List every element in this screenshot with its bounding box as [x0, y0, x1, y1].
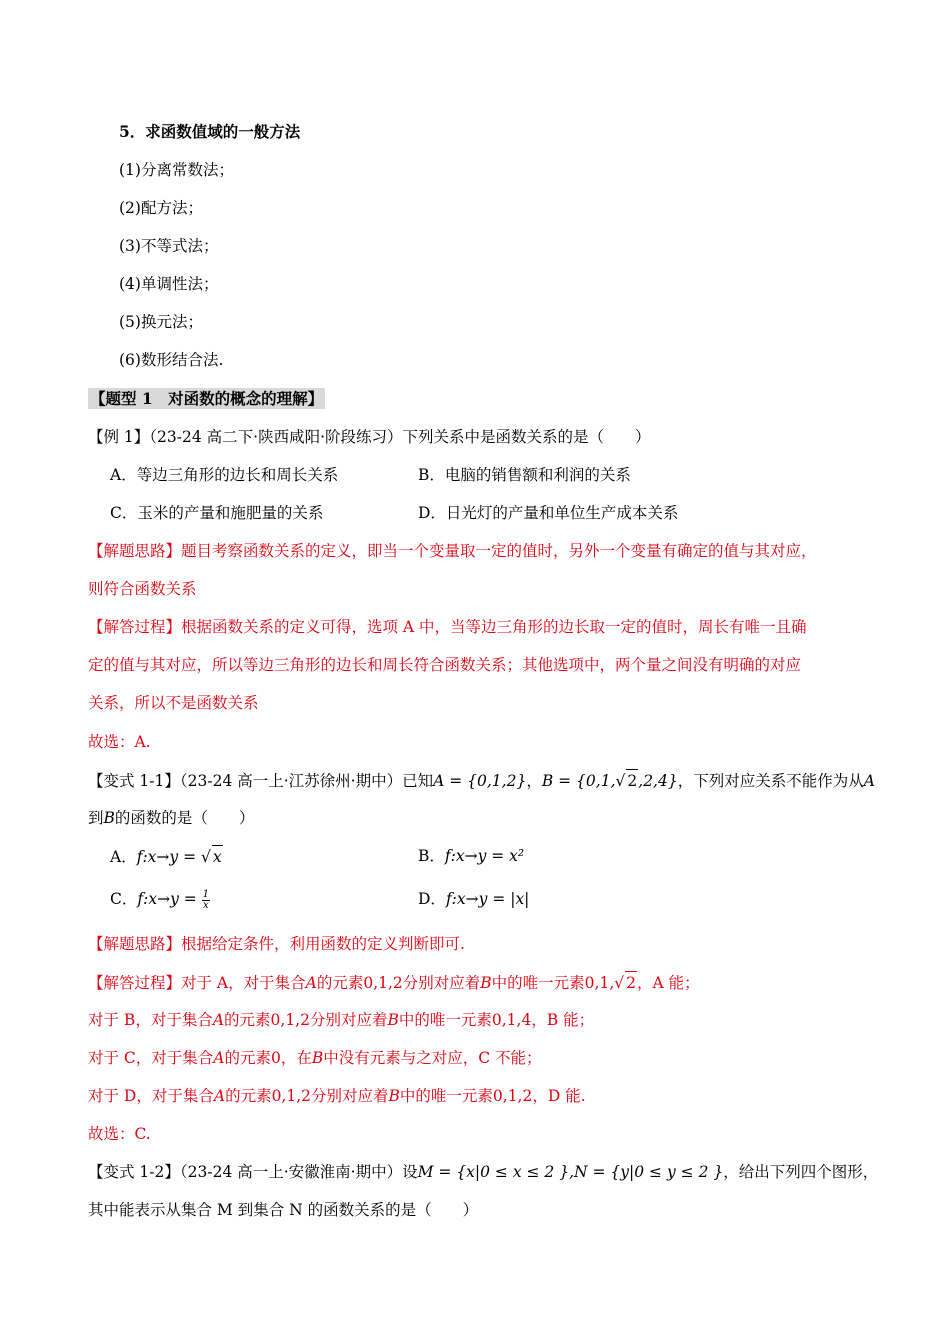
variant-1-1-option-a — [110, 845, 223, 868]
example-1-option-a: A．等边三角形的边长和周长关系 — [110, 466, 339, 484]
process-text: 中的唯一元素0,1, — [491, 974, 615, 992]
variant-1-2-stem-line2: 其中能表示从集合 M 到集合 N 的函数关系的是（ ） — [88, 1201, 479, 1219]
process-text: 的元素0,1,2分别对应着 — [225, 1087, 389, 1105]
option-d-expr: f:x→y = |x| — [445, 890, 530, 908]
sqrt-icon: √ — [614, 974, 625, 992]
example-1-stem: 【例 1】（23-24 高二下·陕西咸阳·阶段练习）下列关系中是函数关系的是（ ） — [88, 428, 651, 446]
process-text: 的元素0，在 — [224, 1049, 312, 1067]
example-1-process-line1: 【解答过程】根据函数关系的定义可得，选项 A 中，当等边三角形的边长取一定的值时，周长有唯一且确 — [88, 618, 807, 636]
process-text: 对于 B，对于集合 — [88, 1011, 213, 1029]
process-text: 的元素0,1,2分别对应着 — [224, 1011, 388, 1029]
option-b-expr: f:x→y = x² — [444, 847, 525, 865]
fraction-denominator: x — [203, 899, 209, 911]
fraction-numerator: 1 — [202, 888, 210, 900]
var-a: A — [213, 1087, 226, 1105]
sqrt-icon: √ — [201, 848, 211, 866]
example-1-process-line3: 关系，所以不是函数关系 — [88, 694, 259, 712]
var-b: B — [480, 974, 492, 992]
example-1-answer: 故选：A. — [88, 733, 151, 751]
variant-1-1-stem-mid: ，下列对应关系不能作为从 — [677, 772, 864, 790]
method-4: (4)单调性法； — [119, 275, 219, 293]
variant-1-2-set-m: M = {x|0 ≤ x ≤ 2 } — [417, 1163, 570, 1181]
variant-1-2-stem-line1 — [88, 1161, 878, 1183]
variant-1-2-prefix: 【变式 1-2】（23-24 高一上·安徽淮南·期中）设 — [88, 1163, 418, 1181]
process-text: 【解答过程】对于 A，对于集合 — [88, 974, 306, 992]
option-a-sqrt-arg: x — [212, 845, 223, 868]
var-b: B — [311, 1049, 324, 1067]
variant-1-1-var-a: A — [863, 772, 875, 790]
method-6: (6)数形结合法. — [119, 351, 224, 369]
method-3: (3)不等式法； — [119, 237, 219, 255]
example-1-idea-line2: 则符合函数关系 — [88, 580, 197, 598]
var-a: A — [212, 1011, 225, 1029]
process-text: 中的唯一元素0,1,4，B 能； — [398, 1011, 595, 1029]
variant-1-1-set-a: A = {0,1,2} — [433, 772, 527, 790]
process-text: 的元素0,1,2分别对应着 — [316, 974, 481, 992]
variant-1-1-stem-line1 — [88, 769, 875, 792]
variant-1-1-answer: 故选：C. — [88, 1125, 151, 1143]
var-a: A — [305, 974, 317, 992]
example-1-idea-line1: 【解题思路】题目考察函数关系的定义，即当一个变量取一定的值时，另外一个变量有确定的值与其对应， — [88, 542, 817, 560]
option-a-label: A． — [110, 848, 137, 866]
var-a: A — [213, 1049, 225, 1067]
option-a-expr: f:x→y = — [136, 848, 201, 866]
process-text: ，A 能； — [637, 974, 700, 992]
variant-1-1-option-d — [418, 888, 529, 910]
example-1-option-b: B．电脑的销售额和利润的关系 — [418, 466, 631, 484]
process-text: 对于 D，对于集合 — [88, 1087, 214, 1105]
variant-1-1-prefix: 【变式 1-1】（23-24 高一上·江苏徐州·期中）已知 — [88, 772, 434, 790]
option-b-label: B． — [418, 847, 445, 865]
variant-1-2-stem-end: ，给出下列四个图形， — [723, 1163, 879, 1181]
variant-1-1-stem-line2 — [88, 807, 254, 829]
process-text: 对于 C，对于集合 — [88, 1049, 214, 1067]
variant-1-1-line2-text: 的函数的是（ ） — [114, 809, 255, 827]
variant-1-2-set-n: ,N = {y|0 ≤ y ≤ 2 } — [569, 1163, 724, 1181]
example-1-process-line2: 定的值与其对应，所以等边三角形的边长和周长符合函数关系；其他选项中，两个量之间没有明确的对应 — [88, 656, 802, 674]
variant-1-1-set-b-pre: B = {0,1, — [541, 772, 616, 790]
process-text: 中的唯一元素0,1,2，D 能. — [399, 1087, 586, 1105]
variant-1-1-option-b — [418, 845, 524, 867]
var-b: B — [387, 1011, 399, 1029]
variant-1-1-idea: 【解题思路】根据给定条件，利用函数的定义判断即可. — [88, 935, 465, 953]
variant-1-1-line2-prefix: 到 — [88, 809, 104, 827]
option-c-label: C． — [110, 890, 138, 908]
sqrt-icon: √ — [615, 772, 626, 790]
variant-1-1-option-c — [110, 888, 210, 911]
option-c-fraction — [202, 890, 210, 911]
variant-1-1-process-line2 — [88, 1009, 594, 1031]
topic-1-heading — [88, 388, 325, 410]
variant-1-1-process-line3 — [88, 1047, 542, 1069]
example-1-option-d: D．日光灯的产量和单位生产成本关系 — [418, 504, 679, 522]
process-text: 中没有元素与之对应，C 不能； — [323, 1049, 542, 1067]
option-d-label: D． — [418, 890, 446, 908]
option-c-expr: f:x→y = — [137, 890, 202, 908]
topic-1-title: 【题型 1 对函数的概念的理解】 — [90, 389, 324, 408]
variant-1-1-set-b-post: ,2,4} — [638, 772, 678, 790]
variant-1-1-var-b: B — [103, 809, 115, 827]
variant-1-1-sqrt-arg: 2 — [626, 769, 638, 792]
section-5-title: 5．求函数值域的一般方法 — [119, 122, 301, 141]
sqrt-arg: 2 — [625, 971, 637, 994]
variant-1-1-process-line1 — [88, 971, 700, 994]
variant-1-1-process-line4 — [88, 1085, 586, 1107]
variant-1-1-sep: ， — [526, 772, 542, 790]
method-5: (5)换元法； — [119, 313, 203, 331]
method-1: (1)分离常数法； — [119, 161, 234, 179]
method-2: (2)配方法； — [119, 199, 203, 217]
example-1-option-c: C．玉米的产量和施肥量的关系 — [110, 504, 324, 522]
var-b: B — [388, 1087, 400, 1105]
